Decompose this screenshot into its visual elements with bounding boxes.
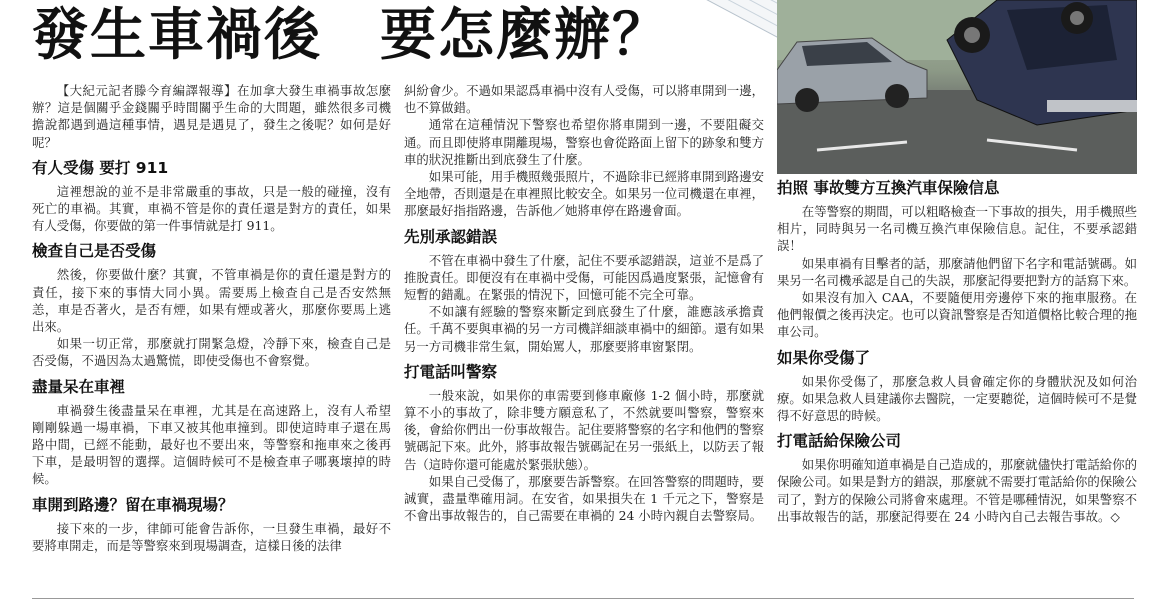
article-column-2 xyxy=(404,82,764,524)
section-heading-stay-in-car: 盡量呆在車裡 xyxy=(32,377,126,396)
car-crash-photo xyxy=(777,0,1137,174)
paragraph: 不管在車禍中發生了什麼，記住不要承認錯誤，這並不是爲了推脫責任。即便沒有在車禍中受傷，可能因爲過度緊張，記憶會有短暫的錯亂。在緊張的情況下，回憶可能不完全可靠。 xyxy=(404,252,764,303)
paragraph: 不如讓有經驗的警察來斷定到底發生了什麼，誰應該承擔責任。千萬不要與車禍的另一方司機詳細談車禍中的細節。還有如果另一方司機非常生氣，開始罵人，那麼要將車窗緊閉。 xyxy=(404,304,764,354)
article-column-3 xyxy=(777,176,1137,525)
section-heading-move-car: 車開到路邊？留在車禍現場？ xyxy=(32,495,234,514)
paragraph: 如果可能，用手機照幾張照片，不過除非已經將車開到路邊安全地帶，否則還是在車裡照比較安全。如果另一位司機還在車裡，那麼最好指指路邊，告訴他／她將車停在路邊會面。 xyxy=(404,169,764,219)
paragraph: 如果車禍有目擊者的話，那麼請他們留下名字和電話號碼。如果另一名司機承認是自己的失誤，那麼記得要把對方的話寫下來。 xyxy=(777,255,1137,288)
paragraph: 如果自己受傷了，那麼要告訴警察。在回答警察的問題時，要誠實，盡量準確用詞。在安省，如果損失在 1 千元之下，警察是不會出事故報告的，自己需要在車禍的 24 小時內親自去警察局。 xyxy=(404,473,764,524)
paragraph: 通常在這種情況下警察也希望你將車開到一邊，不要阻礙交通。而且即使將車開離現場，警察也會從路面上留下的跡象和雙方車的狀況推斷出到底發生了什麼。 xyxy=(404,117,764,167)
section-heading-call-police: 打電話叫警察 xyxy=(404,362,498,381)
section-heading-photos-insurance: 拍照 事故雙方互換汽車保險信息 xyxy=(777,179,1000,197)
paragraph: 如果你受傷了，那麼急救人員會確定你的身體狀況及如何治療。如果急救人員建議你去醫院，一定要聽從，這個時候可不是覺得不好意思的時候。 xyxy=(777,373,1137,424)
page-bottom-rule xyxy=(32,598,1134,599)
section-heading-check-injury: 檢查自己是否受傷 xyxy=(32,242,157,261)
intro-paragraph: 【大紀元記者滕今育編譯報導】在加拿大發生車禍事故怎麼辦？這是個關乎金錢關乎時間關乎生命的大問題，雖然很多司機擔說都遇到過這種事情，遇見是遇見了，發生之後呢？如何是好呢？ xyxy=(32,83,391,150)
paragraph: 然後，你要做什麼？其實，不管車禍是你的責任還是對方的責任，接下來的事情大同小異。需要馬上檢查自己是否安然無恙，車是否著火，是否有煙，如果有煙或著火，那麼你要馬上逃出來。 xyxy=(32,267,391,335)
paragraph: 這裡想說的並不是非常嚴重的事故，只是一般的碰撞，沒有死亡的車禍。其實，車禍不管是你的責任還是對方的責任，如果有人受傷，你要做的第一件事情就是打 911。 xyxy=(32,183,391,234)
headline: 發生車禍後 要怎麼辦？ xyxy=(32,3,670,68)
paragraph: 糾紛會少。不過如果認爲車禍中沒有人受傷，可以將車開到一邊，也不算做錯。 xyxy=(404,83,764,116)
section-heading-call-insurance: 打電話給保險公司 xyxy=(777,432,902,451)
paragraph: 接下來的一步，律師可能會告訴你，一旦發生車禍，最好不要將車開走，而是等警察來到現場調查，這樣日後的法律 xyxy=(32,520,391,553)
section-heading-if-injured: 如果你受傷了 xyxy=(777,348,871,367)
section-heading-call-911: 有人受傷 要打 911 xyxy=(32,158,169,177)
article-column-1 xyxy=(32,82,391,554)
section-heading-no-admit: 先別承認錯誤 xyxy=(404,227,498,246)
paragraph: 如果沒有加入 CAA，不要隨便用旁邊停下來的拖車服務。在他們報價之後再決定。也可以資訊警察是否知道價格比較合理的拖車公司。 xyxy=(777,290,1137,340)
paragraph: 在等警察的期間，可以粗略檢查一下事故的損失，用手機照些相片，同時與另一名司機互換汽車保險信息。記住，不要承認錯誤！ xyxy=(777,204,1137,254)
paragraph: 如果你明確知道車禍是自己造成的，那麼就儘快打電話給你的保險公司。如果是對方的錯誤，那麼就不需要打電話給你的保險公司了，對方的保險公司將會來處理。不管是哪種情況，如果警察不出事故報告的話，那麼記得要在 24 小時內自己去報告事故。◇ xyxy=(777,457,1137,524)
paragraph: 如果一切正常，那麼就打開緊急燈，冷靜下來，檢查自己是否受傷，不過因為太過驚慌，即使受傷也不會察覺。 xyxy=(32,336,391,369)
paragraph: 一般來說，如果你的車需要到修車廠修 1-2 個小時，那麼就算不小的事故了，除非雙方願意私了，不然就要叫警察，警察來後，會給你們出一份事故報告。記住要將警察的名字和他們的警察號碼記下來。此外，將事故報告號碼記在另一張紙上，以防丟了報告（這時你還可能處於緊張狀態）。 xyxy=(404,387,764,472)
paragraph: 車禍發生後盡量呆在車裡，尤其是在高速路上，沒有人希望剛剛躲過一場車禍，下車又被其他車撞到。即使這時車子還在馬路中間，已經不能動，最好也不要出來，等警察和拖車來之後再下車，是最明智的選擇。這個時候可不是檢查車子哪裏壞掉的時候。 xyxy=(32,402,391,487)
